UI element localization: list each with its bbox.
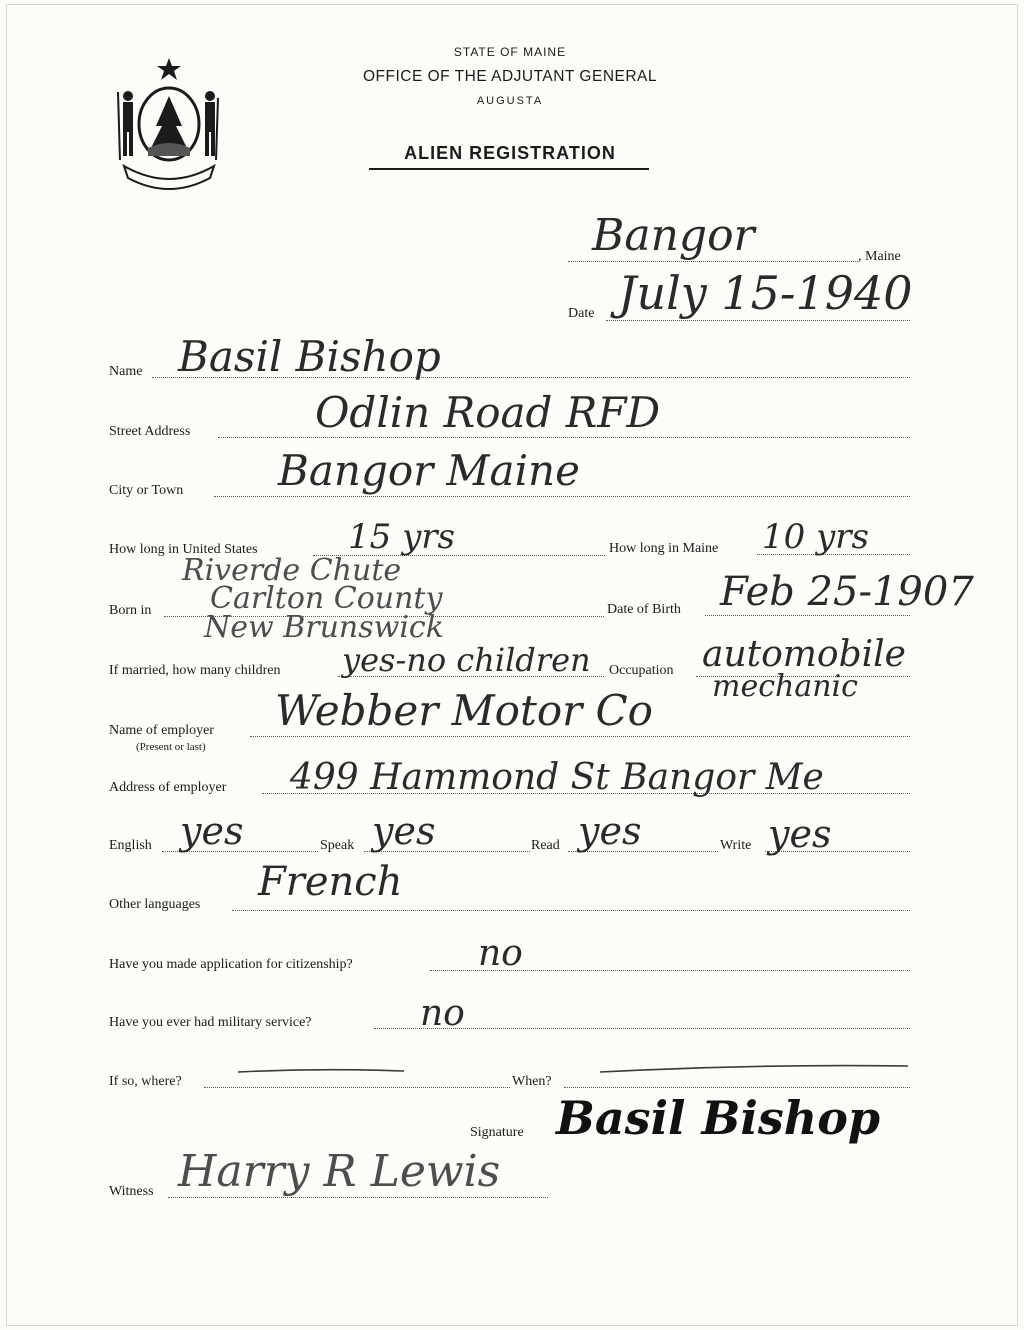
born-in-entry-line2: Carlton County	[210, 581, 443, 616]
date-entry: July 15-1940	[618, 266, 913, 320]
citizenship-entry: no	[478, 933, 523, 974]
speak-label: Speak	[320, 838, 355, 853]
office-heading: OFFICE OF THE ADJUTANT GENERAL	[362, 68, 658, 85]
state-heading: STATE OF MAINE	[453, 45, 567, 59]
other-languages-label: Other languages	[109, 897, 201, 912]
street-address-label: Street Address	[109, 424, 191, 439]
when-pen-stroke	[598, 1062, 910, 1076]
how-long-us-label: How long in United States	[109, 542, 258, 557]
write-label: Write	[720, 838, 752, 853]
born-in-entry-line1: Riverde Chute	[182, 553, 402, 588]
how-long-us-entry: 15 yrs	[348, 517, 455, 557]
witness-entry: Harry R Lewis	[178, 1146, 501, 1197]
read-entry: yes	[578, 809, 642, 853]
employer-name-label: Name of employer	[109, 723, 214, 738]
city-label: City or Town	[109, 483, 184, 498]
military-label: Have you ever had military service?	[109, 1015, 312, 1030]
write-entry: yes	[768, 812, 832, 856]
children-entry: yes-no children	[342, 641, 591, 679]
date-label: Date	[568, 306, 595, 321]
street-address-entry: Odlin Road RFD	[315, 388, 661, 437]
state-of-maine-seal-icon	[108, 52, 230, 192]
english-label: English	[109, 838, 152, 853]
children-label: If married, how many children	[109, 663, 281, 678]
citizenship-label: Have you made application for citizenship?	[109, 957, 353, 972]
date-of-birth-label: Date of Birth	[607, 602, 681, 617]
how-long-maine-label: How long in Maine	[609, 541, 719, 556]
date-line	[606, 320, 910, 321]
place-line	[568, 261, 858, 262]
born-in-label: Born in	[109, 603, 152, 618]
state-suffix-label: , Maine	[858, 249, 901, 264]
signature-label: Signature	[470, 1125, 524, 1140]
employer-address-entry: 499 Hammond St Bangor Me	[290, 757, 824, 798]
english-entry: yes	[180, 809, 244, 853]
occupation-entry-line1: automobile	[702, 634, 906, 675]
date-of-birth-line	[705, 615, 910, 616]
speak-entry: yes	[372, 809, 436, 853]
occupation-entry-line2: mechanic	[712, 669, 858, 704]
witness-line	[168, 1197, 548, 1198]
occupation-label: Occupation	[609, 663, 674, 678]
employer-address-label: Address of employer	[109, 780, 227, 795]
employer-name-entry: Webber Motor Co	[275, 686, 653, 735]
if-so-where-label: If so, where?	[109, 1074, 182, 1089]
witness-label: Witness	[109, 1184, 154, 1199]
name-label: Name	[109, 364, 143, 379]
name-entry: Basil Bishop	[178, 332, 441, 381]
other-languages-line	[232, 910, 910, 911]
signature-glyphs: Basil Bishop	[556, 1091, 881, 1145]
place-entry: Bangor	[592, 210, 755, 261]
how-long-maine-entry: 10 yrs	[762, 517, 869, 557]
city-heading: AUGUSTA	[476, 95, 544, 107]
read-label: Read	[531, 838, 560, 853]
employer-note-label: (Present or last)	[136, 741, 206, 753]
when-label: When?	[512, 1074, 552, 1089]
where-pen-stroke	[236, 1066, 406, 1076]
signature-drawing	[548, 1082, 948, 1148]
employer-name-line	[250, 736, 910, 737]
born-in-entry-line3: New Brunswick	[204, 610, 444, 645]
other-languages-entry: French	[258, 859, 403, 905]
street-address-line	[218, 437, 910, 438]
if-so-where-line	[204, 1087, 510, 1088]
date-of-birth-entry: Feb 25-1907	[720, 569, 974, 615]
city-line	[214, 496, 910, 497]
city-entry: Bangor Maine	[278, 446, 580, 495]
title-underline	[369, 168, 649, 170]
military-entry: no	[420, 993, 465, 1034]
form-title: ALIEN REGISTRATION	[404, 143, 616, 163]
